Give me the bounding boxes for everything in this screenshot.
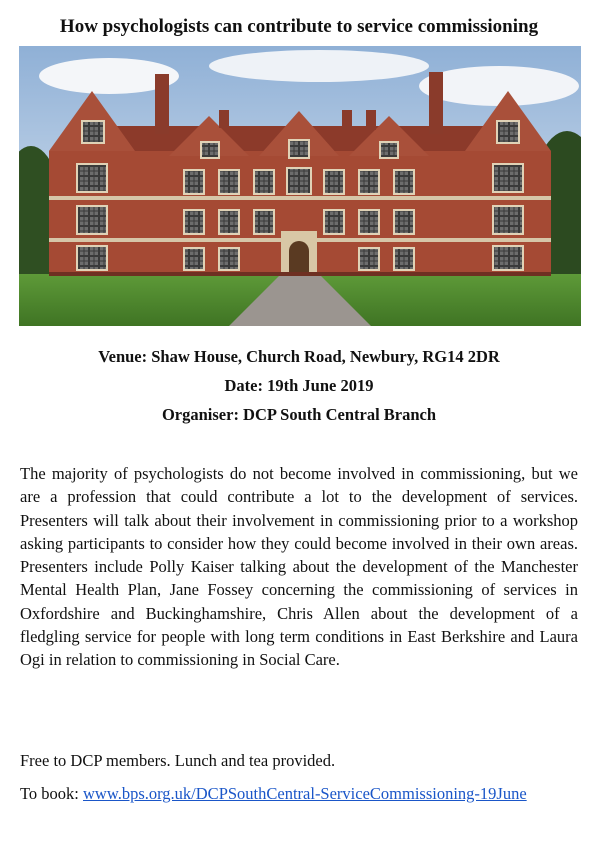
pricing-note: Free to DCP members. Lunch and tea provided. bbox=[20, 751, 336, 770]
page-title: How psychologists can contribute to service commissioning bbox=[59, 16, 539, 37]
venue-line: Venue: Shaw House, Church Road, Newbury, RG14 2DR bbox=[98, 347, 500, 366]
date-line: Date: 19th June 2019 bbox=[224, 376, 374, 395]
booking-line bbox=[20, 781, 540, 806]
booking-link[interactable]: www.bps.org.uk/DCPSouthCentral-ServiceCommissioning-19June bbox=[83, 784, 527, 803]
shaw-house-photo bbox=[19, 46, 581, 326]
event-description: The majority of psychologists do not become involved in commissioning, but we are a profession that could contribute a lot to the development of services. Presenters will talk about their involvement in commissioning prior to a workshop asking participants to consider how they could become involved in their own areas. Presenters include Polly Kaiser talking about the development of the Manchester Mental Health Plan, Jane Fossey concerning the commissioning of services in Oxfordshire and Buckinghamshire, Chris Allen about the development of a fledgling service for people with long term conditions in East Berkshire and Laura Ogi in relation to commissioning in Social Care. bbox=[20, 464, 578, 670]
shaw-house-illustration bbox=[19, 46, 581, 326]
event-details bbox=[0, 342, 598, 429]
booking-prefix: To book: bbox=[20, 784, 84, 803]
organiser-line: Organiser: DCP South Central Branch bbox=[161, 405, 437, 424]
